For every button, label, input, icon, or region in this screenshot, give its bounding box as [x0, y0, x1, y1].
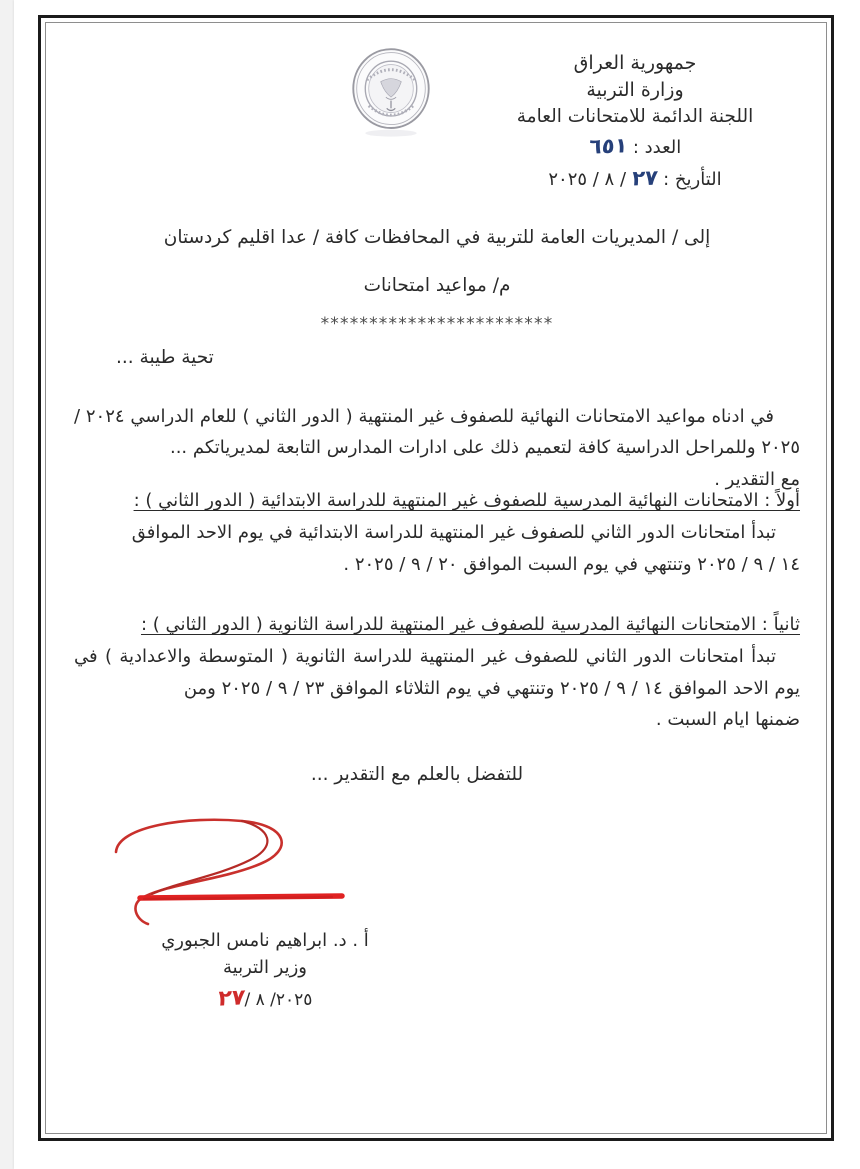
intro-line-1: في ادناه مواعيد الامتحانات النهائية للصفوف غير المنتهية ( الدور الثاني ) للعام الدراسي	[130, 406, 774, 427]
section-secondary-title: ثانياً : الامتحانات النهائية المدرسية للصفوف غير المنتهية للدراسة الثانوية ( الدور الثاني ) :	[140, 614, 800, 635]
signer-date-printed: ٢٠٢٥/ ٨ /	[244, 990, 313, 1011]
section-secondary	[74, 614, 800, 736]
letterhead-committee: اللجنة الدائمة للامتحانات العامة	[516, 105, 754, 127]
document-date-printed: / ٨ / ٢٠٢٥	[548, 169, 627, 191]
document-number-value: ٦٥١	[587, 133, 629, 159]
section-primary	[74, 490, 800, 580]
signer-details	[100, 928, 430, 1016]
subject-line: م/ مواعيد امتحانات	[363, 275, 511, 296]
letterhead-ministry: وزارة التربية	[586, 78, 684, 101]
signature-block	[100, 812, 430, 1016]
signer-name: أ . د. ابراهيم نامس الجبوري	[161, 930, 369, 951]
document-content	[52, 22, 822, 1142]
document-number-row	[470, 132, 800, 162]
closing-regards-line: للتفضل بالعلم مع التقدير ...	[310, 764, 524, 785]
signer-title: وزير التربية	[223, 956, 307, 978]
intro-line-2: ٢٠٢٤ / ٢٠٢٥ وللمراحل الدراسية كافة لتعميم ذلك على ادارات المدارس التابعة لمديرياتكم ...	[74, 406, 800, 458]
section-primary-line-1: تبدأ امتحانات الدور الثاني للصفوف غير المنتهية للدراسة الابتدائية في يوم الاحد الموافق	[131, 522, 776, 543]
greeting-line: تحية طيبة ...	[116, 347, 214, 368]
letterhead	[470, 50, 800, 194]
signer-date-handwritten: ٢٧	[216, 985, 246, 1012]
separator-asterisks: ************************	[320, 314, 554, 334]
minister-signature-icon	[92, 812, 392, 932]
section-secondary-line-3: ضمنها ايام السبت .	[655, 709, 800, 730]
document-date-handwritten: ٢٧	[630, 165, 659, 191]
document-paper	[14, 0, 860, 1169]
section-primary-title: أولاً : الامتحانات النهائية المدرسية للصفوف غير المنتهية للدراسة الابتدائية ( الدور الثاني ) :	[133, 490, 800, 511]
document-date-row	[470, 164, 800, 194]
section-secondary-line-2: في يوم الاحد الموافق ١٤ / ٩ / ٢٠٢٥ وتنتهي في يوم الثلاثاء الموافق ٢٣ / ٩ / ٢٠٢٥ ومن	[74, 646, 800, 699]
intro-paragraph	[74, 402, 800, 496]
section-secondary-line-1: تبدأ امتحانات الدور الثاني للصفوف غير المنتهية للدراسة الثانوية ( المتوسطة والاعدادية )	[104, 646, 776, 667]
signer-date	[100, 983, 430, 1016]
addressee-line: إلى / المديريات العامة للتربية في المحافظات كافة / عدا اقليم كردستان	[163, 227, 711, 248]
letterhead-country: جمهورية العراق	[573, 52, 697, 74]
section-primary-body	[74, 517, 800, 580]
section-secondary-body	[74, 641, 800, 736]
intro-closing: مع التقدير .	[714, 468, 800, 490]
document-date-label: التأريخ :	[663, 169, 722, 191]
ministry-seal-icon	[348, 44, 434, 140]
section-primary-line-2: ١٤ / ٩ / ٢٠٢٥ وتنتهي في يوم السبت الموافق ٢٠ / ٩ / ٢٠٢٥ .	[343, 553, 800, 575]
document-number-label: العدد :	[632, 137, 682, 159]
